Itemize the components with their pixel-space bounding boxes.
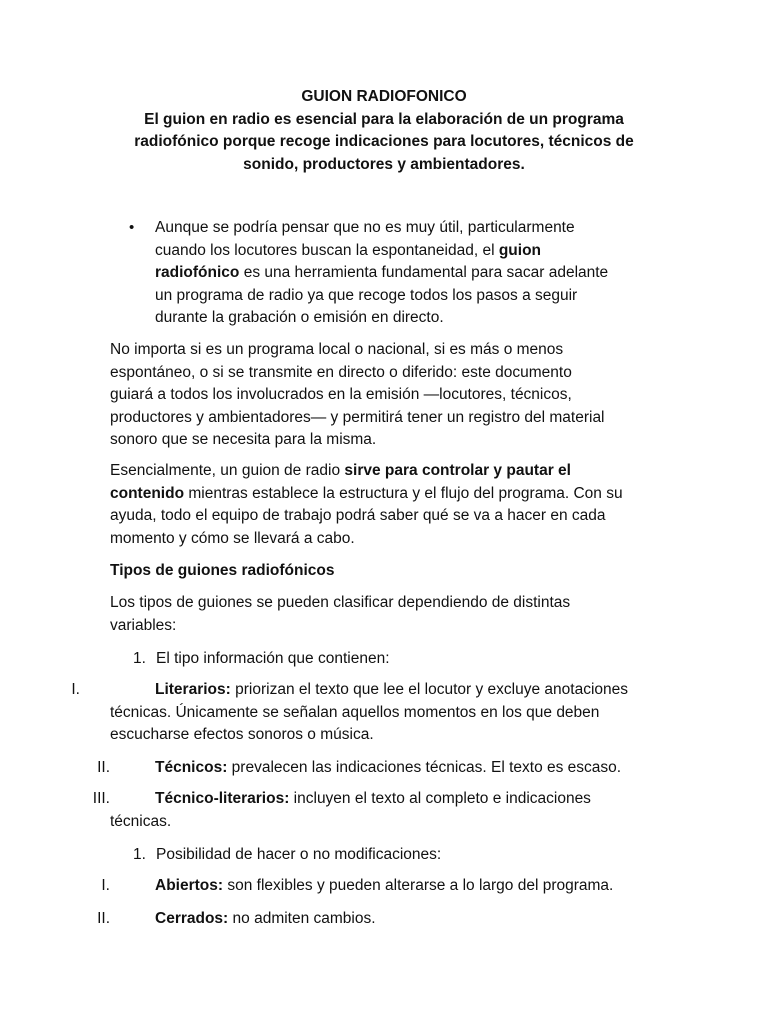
bullet-line-3: radiofónico es una herramienta fundamental para sacar adelante bbox=[155, 264, 609, 281]
bullet-line-2: cuando los locutores buscan la espontaneidad, el guion bbox=[155, 241, 542, 259]
bullet-line-5: durante la grabación o emisión en directo. bbox=[155, 309, 444, 326]
list1-item3-line-2: técnicas. bbox=[110, 812, 172, 830]
label-tecnicos: Técnicos: bbox=[155, 759, 228, 776]
list1-item1-continuation bbox=[110, 702, 599, 747]
bold-sirve: sirve para controlar y pautar el bbox=[344, 462, 571, 479]
list2-item2-numeral: II. bbox=[97, 910, 110, 927]
label-literarios: Literarios: bbox=[155, 681, 231, 698]
list2-item1-numeral: I. bbox=[101, 877, 110, 894]
list2-text: Posibilidad de hacer o no modificaciones: bbox=[156, 846, 442, 863]
list1-item3-numeral: III. bbox=[92, 790, 110, 807]
list1-item3-line-1: Técnico-literarios: incluyen el texto al completo e indicaciones bbox=[155, 790, 591, 807]
list2-item2-line-1: Cerrados: no admiten cambios. bbox=[155, 910, 376, 927]
paragraph-3 bbox=[110, 592, 570, 637]
list1-item1-line-3: escucharse efectos sonoros o música. bbox=[110, 726, 374, 743]
document-title: GUION RADIOFONICO bbox=[301, 88, 467, 105]
bold-radiofonico: radiofónico bbox=[155, 264, 240, 281]
p2-line-4: momento y cómo se llevará a cabo. bbox=[110, 529, 355, 547]
list1-item2-numeral: II. bbox=[97, 759, 110, 776]
p1-line-4: productores y ambientadores— y permitirá tener un registro del material bbox=[110, 408, 605, 426]
p3-line-1: Los tipos de guiones se pueden clasificar dependiendo de distintas bbox=[110, 594, 571, 611]
p2-line-2: contenido mientras establece la estructura y el flujo del programa. Con su bbox=[110, 484, 623, 502]
list1-item1-line-1: Literarios: priorizan el texto que lee el locutor y excluye anotaciones bbox=[155, 681, 629, 698]
p2-line-3: ayuda, todo el equipo de trabajo podrá saber qué se va a hacer en cada bbox=[110, 507, 606, 524]
p1-line-5: sonoro que se necesita para la misma. bbox=[110, 431, 377, 448]
subtitle-line-2: radiofónico porque recoge indicaciones para locutores, técnicos de bbox=[134, 133, 634, 150]
bullet-line-4: un programa de radio ya que recoge todos los pasos a seguir bbox=[155, 286, 578, 304]
list2-number: 1. bbox=[133, 846, 146, 863]
label-abiertos: Abiertos: bbox=[155, 877, 224, 894]
list1-item2-line-1: Técnicos: prevalecen las indicaciones técnicas. El texto es escaso. bbox=[155, 759, 622, 776]
label-tecnico-literarios: Técnico-literarios: bbox=[155, 790, 290, 807]
bold-contenido: contenido bbox=[110, 484, 185, 502]
subtitle-line-1: El guion en radio es esencial para la elaboración de un programa bbox=[144, 110, 624, 128]
paragraph-1 bbox=[110, 339, 605, 452]
label-cerrados: Cerrados: bbox=[155, 910, 229, 927]
bullet-paragraph bbox=[155, 217, 608, 330]
p1-line-2: espontáneo, o si se transmite en directo o diferido: este documento bbox=[110, 363, 572, 381]
subtitle-line-3: sonido, productores y ambientadores. bbox=[243, 155, 525, 173]
p2-line-1: Esencialmente, un guion de radio sirve para controlar y pautar el bbox=[110, 462, 571, 479]
bullet-icon: • bbox=[129, 219, 135, 236]
section-heading: Tipos de guiones radiofónicos bbox=[110, 562, 335, 579]
list1-text: El tipo información que contienen: bbox=[156, 650, 390, 667]
list2-item1-line-1: Abiertos: son flexibles y pueden alterarse a lo largo del programa. bbox=[155, 877, 614, 894]
p3-line-2: variables: bbox=[110, 616, 177, 634]
title-block bbox=[110, 86, 658, 176]
list1-number: 1. bbox=[133, 650, 146, 667]
list1-item1-numeral: I. bbox=[71, 681, 80, 698]
list1-item1-line-2: técnicas. Únicamente se señalan aquellos momentos en los que deben bbox=[110, 703, 600, 721]
p1-line-3: guiará a todos los involucrados en la emisión —locutores, técnicos, bbox=[110, 386, 572, 403]
paragraph-2 bbox=[110, 460, 623, 550]
bullet-line-1: Aunque se podría pensar que no es muy útil, particularmente bbox=[155, 219, 575, 236]
bold-guion: guion bbox=[498, 241, 542, 259]
p1-line-1: No importa si es un programa local o nacional, si es más o menos bbox=[110, 341, 564, 358]
